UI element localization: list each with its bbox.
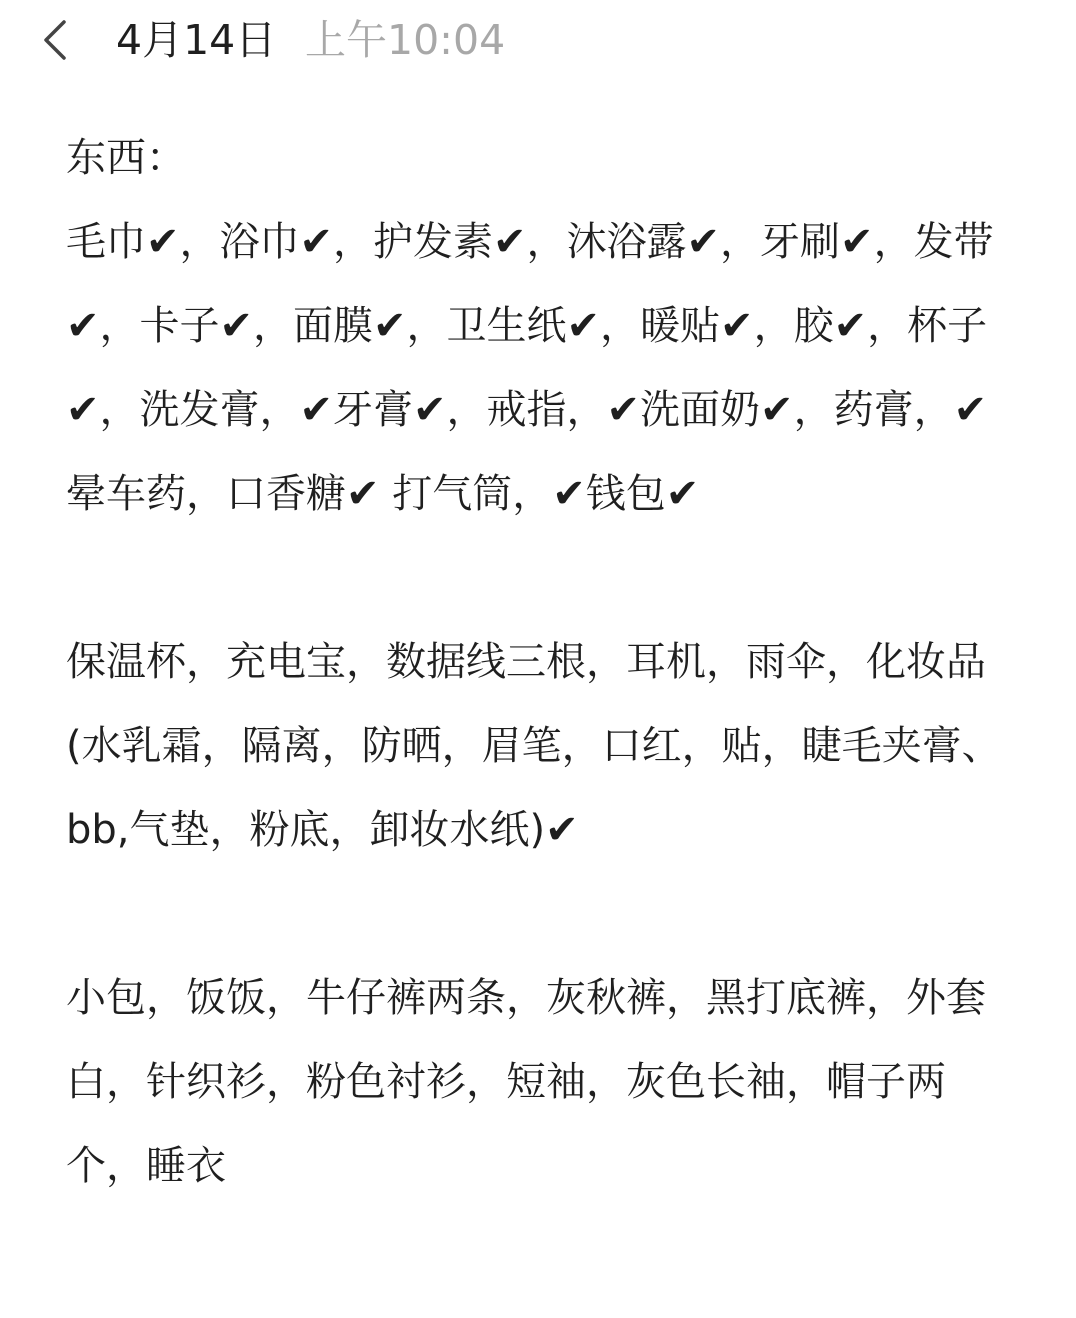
blank-line	[66, 536, 1016, 620]
note-body[interactable]	[66, 116, 1016, 1208]
note-time: 上午10:04	[305, 16, 506, 64]
blank-line	[66, 872, 1016, 956]
note-date: 4月14日	[116, 16, 277, 64]
back-button[interactable]	[36, 14, 80, 66]
note-paragraph-3: 小包，饭饭，牛仔裤两条，灰秋裤，黑打底裤，外套白，针织衫，粉色衬衫，短袖，灰色长袖，帽子两个，睡衣	[66, 975, 986, 1189]
note-paragraph-2: 保温杯，充电宝，数据线三根，耳机，雨伞，化妆品(水乳霜，隔离，防晒，眉笔，口红，贴，睫毛夹膏、bb,气垫，粉底，卸妆水纸)✔	[66, 639, 1002, 853]
note-header	[0, 0, 1076, 82]
note-paragraph-1: 毛巾✔，浴巾✔，护发素✔，沐浴露✔，牙刷✔，发带✔，卡子✔，面膜✔，卫生纸✔，暖贴✔，胶✔，杯子✔，洗发膏，✔牙膏✔，戒指，✔洗面奶✔，药膏，✔晕车药，口香糖✔ 打气筒，✔钱包✔	[66, 219, 994, 517]
note-heading: 东西：	[66, 135, 186, 181]
chevron-left-icon	[36, 14, 80, 66]
